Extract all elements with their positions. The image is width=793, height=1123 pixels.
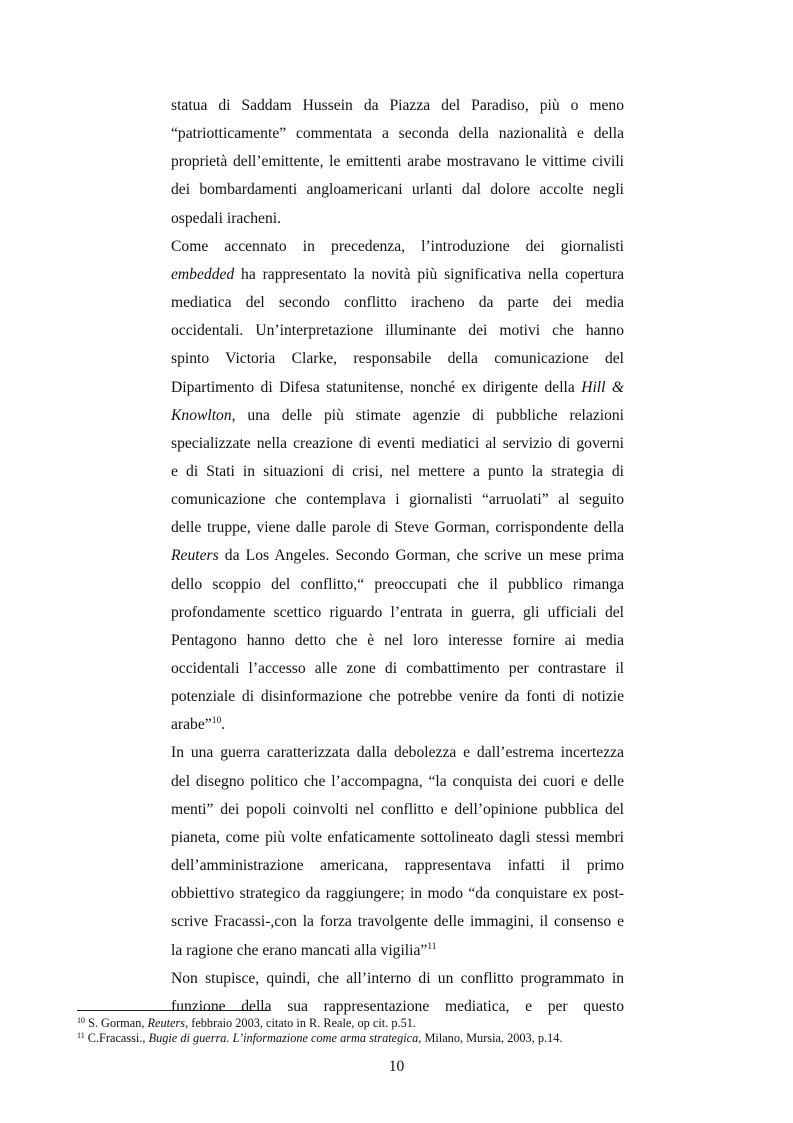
text-line — [171, 911, 624, 933]
text-line — [171, 940, 624, 962]
footnote-ref: 10 — [77, 1016, 85, 1025]
text-run: Dipartimento di Difesa statunitense, nonché ex dirigente della — [171, 378, 582, 396]
text-line — [171, 292, 624, 314]
text-run: Milano, Mursia, 2003, p.14. — [421, 1031, 563, 1045]
text-line — [171, 855, 624, 877]
text-run: Come accennato in precedenza, l’introduzione dei giornalisti — [171, 237, 624, 255]
text-run: . — [221, 716, 226, 734]
text-line — [171, 320, 624, 342]
text-run: e di Stati in situazioni di crisi, nel mettere a punto la strategia di — [171, 462, 624, 480]
page-number: 10 — [388, 1058, 405, 1075]
text-line — [171, 658, 624, 680]
text-run: comunicazione che contemplava i giornalisti “arruolati” al seguito — [171, 491, 624, 509]
text-line — [171, 602, 624, 624]
text-run: mediatica del secondo conflitto iracheno da parte dei media — [171, 294, 624, 311]
italic-text: Knowlton — [171, 406, 232, 424]
text-run: occidentali l’accesso alle zone di combattimento per contrastare il — [171, 660, 624, 677]
footnote — [77, 1031, 562, 1046]
italic-text: Bugie di guerra. L’informazione come arma strategica, — [148, 1031, 422, 1045]
text-run: spinto Victoria Clarke, responsabile della comunicazione del — [171, 350, 624, 368]
text-run: arabe” — [171, 716, 212, 734]
text-run: potenziale di disinformazione che potrebbe venire da fonti di notizie — [171, 688, 624, 706]
text-run: la ragione che erano mancati alla vigilia” — [171, 941, 428, 959]
text-line — [171, 827, 624, 849]
italic-text: Reuters — [171, 547, 219, 565]
text-line — [171, 461, 624, 483]
text-line — [171, 996, 624, 1018]
text-line — [171, 433, 624, 455]
text-line — [171, 714, 624, 736]
text-run: , una delle più stimate agenzie di pubbliche relazioni — [231, 406, 624, 424]
text-run: profondamente scettico riguardo l’entrata in guerra, gli ufficiali del — [171, 603, 624, 621]
text-line — [171, 348, 624, 370]
text-line — [171, 179, 624, 201]
text-line — [171, 686, 624, 708]
italic-text: Reuters, — [147, 1016, 189, 1030]
text-run: proprietà dell’emittente, le emittenti arabe mostravano le vittime civili — [171, 153, 624, 171]
text-line — [171, 574, 624, 596]
text-run: scrive Fracassi-,con la forza travolgente delle immagini, il consenso e — [171, 913, 624, 931]
text-run: S. Gorman, — [85, 1016, 148, 1030]
text-run: dei bombardamenti angloamericani urlanti dal dolore accolte negli — [171, 181, 624, 199]
text-line — [171, 799, 624, 821]
text-run: dell’amministrazione americana, rappresentava infatti il primo — [171, 857, 624, 874]
text-run: ha rappresentato la novità più significativa nella copertura — [234, 265, 624, 283]
italic-text: Hill & — [581, 378, 624, 396]
text-run: da Los Angeles. Secondo Gorman, che scrive un mese prima — [218, 547, 624, 565]
text-run: febbraio 2003, citato in R. Reale, op cit. p.51. — [188, 1016, 416, 1030]
text-line — [171, 545, 624, 567]
text-run: Non stupisce, quindi, che all’interno di un conflitto programmato in — [171, 969, 624, 987]
text-run: C.Fracassi., — [84, 1031, 149, 1045]
text-line — [171, 742, 624, 764]
footnote-ref: 11 — [77, 1031, 85, 1040]
text-run: ospedali iracheni. — [171, 209, 281, 227]
footnote-separator — [77, 1010, 269, 1011]
text-line — [171, 630, 624, 652]
text-line — [171, 95, 624, 117]
text-line — [171, 151, 624, 173]
text-line — [171, 405, 624, 427]
text-line — [171, 771, 624, 793]
text-line — [171, 517, 624, 539]
text-line — [171, 883, 624, 905]
text-run: specializzate nella creazione di eventi mediatici al servizio di governi — [171, 434, 624, 452]
text-run: funzione della sua rappresentazione mediatica, e per questo — [171, 997, 624, 1015]
text-line — [171, 489, 624, 511]
text-run: dello scoppio del conflitto,“ preoccupati che il pubblico rimanga — [171, 575, 624, 593]
text-run: occidentali. Un’interpretazione illuminante dei motivi che hanno — [171, 322, 624, 340]
text-run: statua di Saddam Hussein da Piazza del Paradiso, più o meno — [171, 97, 624, 114]
text-line — [171, 968, 624, 990]
text-run: menti” dei popoli coinvolti nel conflitto e dell’opinione pubblica del — [171, 800, 624, 818]
text-run: delle truppe, viene dalle parole di Steve Gorman, corrispondente della — [171, 519, 624, 537]
text-line — [171, 123, 624, 145]
text-run: del disegno politico che l’accompagna, “la conquista dei cuori e delle — [171, 772, 624, 790]
footnote — [77, 1016, 416, 1031]
text-run: obbiettivo strategico da raggiungere; in modo “da conquistare ex post- — [171, 885, 624, 903]
text-line — [171, 208, 624, 230]
text-line — [171, 377, 624, 399]
text-run: “patriotticamente” commentata a seconda della nazionalità e della — [171, 125, 624, 143]
italic-text: embedded — [171, 265, 235, 283]
text-line — [171, 236, 624, 258]
footnote-ref: 11 — [427, 941, 437, 952]
text-line — [171, 264, 624, 286]
text-run: Pentagono hanno detto che è nel loro interesse fornire ai media — [171, 631, 624, 649]
text-run: pianeta, come più volte enfaticamente sottolineato dagli stessi membri — [171, 828, 624, 846]
footnote-ref: 10 — [211, 716, 222, 727]
text-run: In una guerra caratterizzata dalla debolezza e dall’estrema incertezza — [171, 744, 624, 762]
